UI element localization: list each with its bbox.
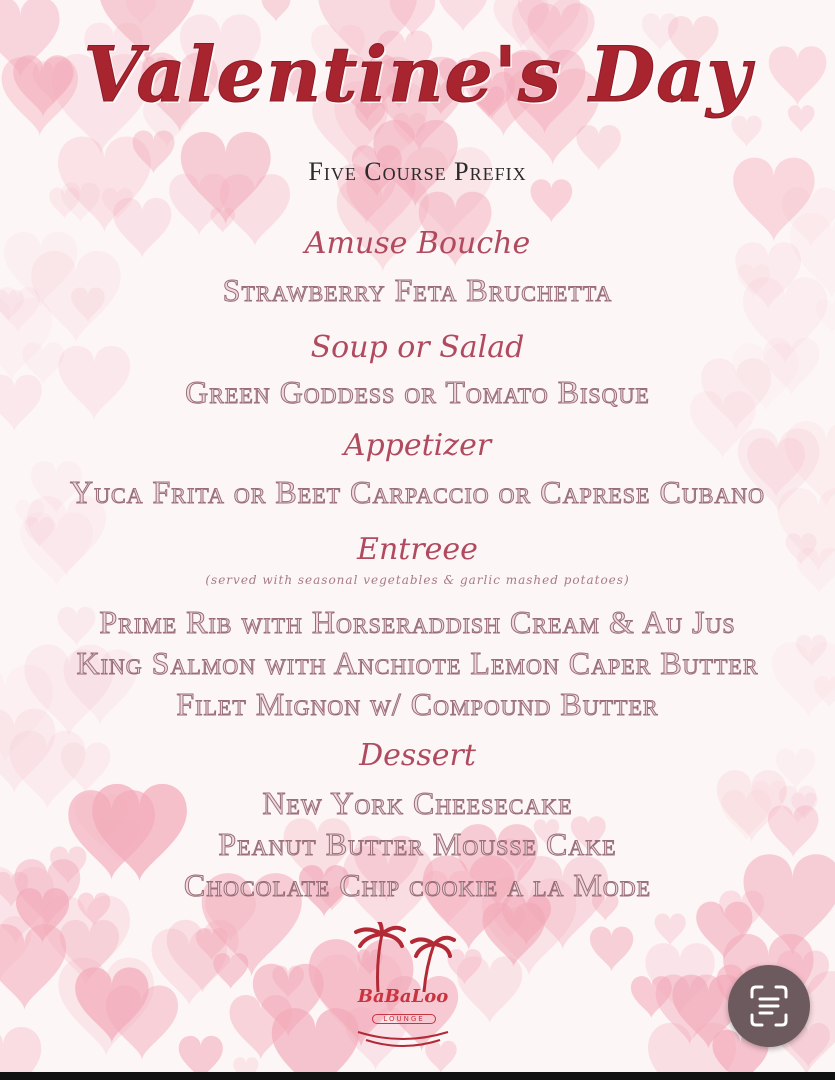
course-heading-dessert: Dessert bbox=[359, 738, 476, 773]
course-heading-entree: Entreee bbox=[357, 532, 478, 567]
babaloo-logo bbox=[338, 922, 468, 1057]
menu-subtitle: Five Course Prefix bbox=[308, 157, 527, 186]
text-scan-icon bbox=[728, 965, 810, 1047]
entree-note: (served with seasonal vegetables & garlic mashed potatoes) bbox=[205, 573, 630, 587]
logo-subtext: LOUNGE bbox=[372, 1014, 436, 1024]
menu-item: Peanut Butter Mousse Cake bbox=[218, 826, 617, 862]
menu-title: Valentine's Day bbox=[83, 30, 752, 119]
menu-item: New York Cheesecake bbox=[262, 785, 573, 821]
menu-item: King Salmon with Anchiote Lemon Caper Butter bbox=[76, 645, 759, 681]
menu-item: Chocolate Chip cookie a la Mode bbox=[183, 867, 652, 903]
menu-item: Yuca Frita or Beet Carpaccio or Caprese Cubano bbox=[69, 474, 766, 510]
text-scan-button[interactable] bbox=[728, 965, 810, 1047]
menu-item: Filet Mignon w/ Compound Butter bbox=[176, 686, 659, 722]
course-heading-amuse-bouche: Amuse Bouche bbox=[304, 226, 531, 261]
bottom-bar bbox=[0, 1072, 835, 1080]
logo-wordmark: BaBaLoo bbox=[357, 986, 449, 1007]
course-heading-soup-or-salad: Soup or Salad bbox=[310, 330, 525, 365]
menu-item: Green Goddess or Tomato Bisque bbox=[185, 374, 650, 410]
menu-item: Prime Rib with Horseraddish Cream & Au Jus bbox=[99, 604, 736, 640]
menu-item: Strawberry Feta Bruchetta bbox=[222, 272, 613, 308]
course-heading-appetizer: Appetizer bbox=[343, 428, 492, 463]
